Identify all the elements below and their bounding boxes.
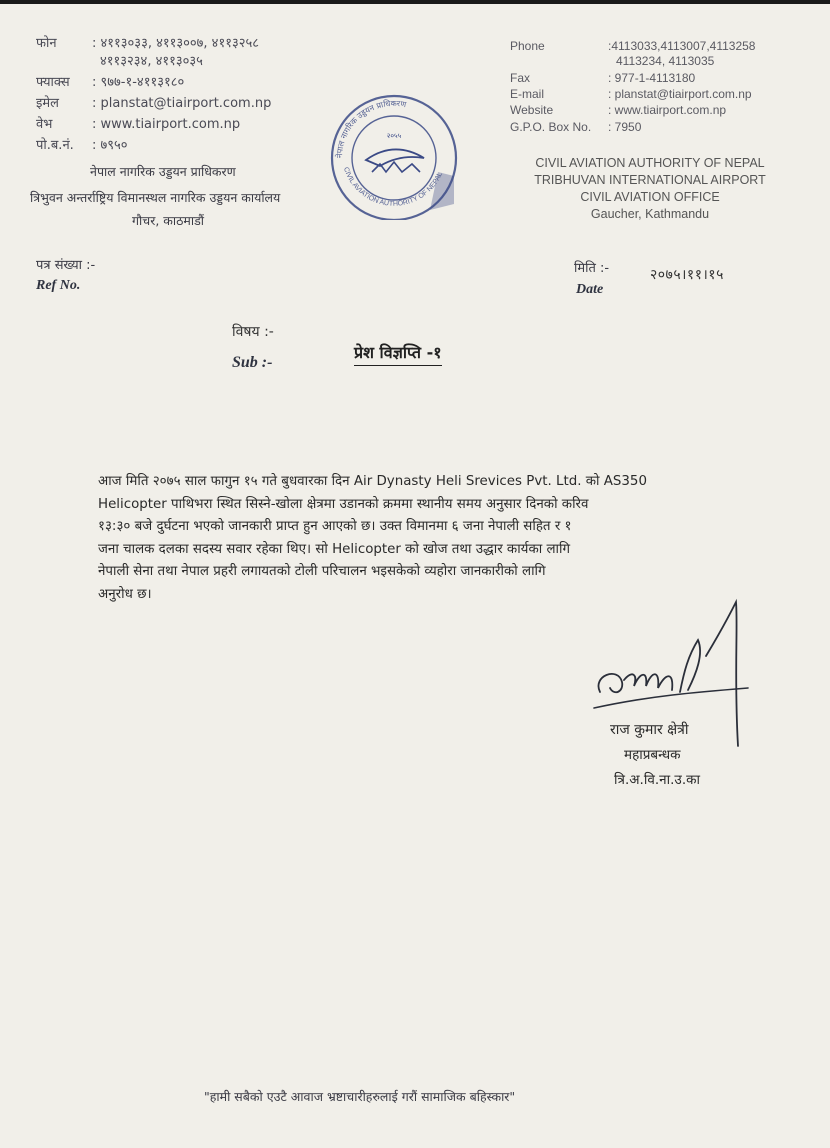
scan-top-edge: [0, 0, 830, 4]
right-website-value: : www.tiairport.com.np: [608, 103, 727, 117]
signatory-office: त्रि.अ.वि.ना.उ.का: [614, 772, 700, 788]
body-paragraph: [98, 471, 720, 607]
left-phone-line2: ४११३२३४, ४११३०३५: [100, 54, 203, 69]
left-web-value: : www.tiairport.com.np: [92, 117, 241, 132]
subject-label-np: विषय :-: [232, 324, 274, 340]
footer-slogan: "हामी सबैको एउटै आवाज भ्रष्टाचारीहरुलाई गरौं सामाजिक बहिस्कार": [204, 1089, 516, 1104]
left-phone-value: : ४११३०३३, ४११३००७, ४११३२५८: [92, 36, 260, 51]
right-gpo-label: G.P.O. Box No.: [510, 120, 592, 134]
right-email-value: : planstat@tiairport.com.np: [608, 87, 752, 101]
right-phone-value2: 4113234, 4113035: [616, 54, 715, 68]
left-fax-line: [36, 73, 184, 92]
left-email-line: [36, 94, 271, 113]
press-release-title: प्रेश विज्ञप्ति -१: [354, 341, 442, 366]
left-email-label: इमेल: [36, 96, 59, 111]
left-org-line1: नेपाल नागरिक उड्डयन प्राधिकरण: [90, 164, 236, 179]
ref-label-np: पत्र संख्या :-: [36, 258, 96, 273]
right-org-line2: TRIBHUVAN INTERNATIONAL AIRPORT: [534, 173, 766, 187]
seal-outer-text-en: CIVIL AVIATION AUTHORITY OF NEPAL: [342, 166, 444, 208]
date-value: २०७५।११।१५: [650, 267, 724, 283]
body-line: आज मिति २०७५ साल फागुन १५ गते बुधवारका दिन Air Dynasty Heli Srevices Pvt. Ltd. को AS350: [98, 474, 647, 489]
handwritten-signature: [588, 596, 760, 768]
right-org-line1: CIVIL AVIATION AUTHORITY OF NEPAL: [535, 156, 765, 170]
body-line: नेपाली सेना तथा नेपाल प्रहरी लगायतको टोली परिचालन भइसकेको व्यहोरा जानकारीको लागि: [98, 564, 546, 580]
right-phone-value1: :4113033,4113007,4113258: [608, 39, 756, 53]
left-web-line: [36, 115, 240, 134]
left-pobox-value: : ७९५०: [92, 138, 128, 153]
left-org-line2: त्रिभुवन अन्तर्राष्ट्रिय विमानस्थल नागरिक उड्डयन कार्यालय: [30, 190, 281, 205]
left-org-line3: गौचर, काठमाडौं: [132, 213, 205, 228]
body-line: अनुरोध छ।: [98, 586, 152, 602]
left-phone-line: [36, 34, 259, 53]
mountain-icon: [372, 162, 420, 172]
seal-side-mark: [430, 172, 454, 210]
right-fax-value: : 977-1-4113180: [608, 71, 696, 85]
left-pobox-label: पो.ब.नं.: [36, 138, 74, 153]
right-email-label: E-mail: [510, 87, 545, 101]
left-phone-label: फोन: [36, 36, 57, 51]
right-phone-label: Phone: [510, 39, 545, 53]
caan-seal-logo: [320, 80, 468, 220]
date-label-np: मिति :-: [574, 261, 610, 276]
left-fax-label: फ्याक्स: [36, 75, 70, 90]
left-email-value: : planstat@tiairport.com.np: [92, 96, 272, 111]
right-fax-label: Fax: [510, 71, 531, 85]
ref-label-en: Ref No.: [36, 278, 81, 293]
seal-outer-text-np: नेपाल नागरिक उड्डयन प्राधिकरण: [334, 98, 407, 159]
left-pobox-line: [36, 136, 128, 155]
right-org-line4: Gaucher, Kathmandu: [590, 207, 710, 221]
right-contact-block: [510, 39, 810, 139]
right-org-block: [500, 155, 800, 223]
left-web-label: वेभ: [36, 117, 53, 132]
signatory-name: राज कुमार क्षेत्री: [610, 722, 689, 738]
right-org-line3: CIVIL AVIATION OFFICE: [580, 190, 720, 204]
body-line: Helicopter पाथिभरा स्थित सिस्ने-खोला क्षेत्रमा उडानको क्रममा स्थानीय समय अनुसार दिनको करिव: [98, 496, 589, 512]
subject-label-en: Sub :-: [232, 354, 273, 371]
body-line: १३:३० बजे दुर्घटना भएको जानकारी प्राप्त हुन आएको छ। उक्त विमानमा ६ जना नेपाली सहित र १: [98, 519, 572, 535]
left-fax-value: : ९७७-१-४११३१८०: [92, 75, 185, 90]
right-website-label: Website: [510, 103, 554, 117]
body-line: जना चालक दलका सदस्य सवार रहेका थिए। सो Helicopter को खोज तथा उद्धार कार्यका लागि: [98, 541, 571, 557]
seal-year: २०५५: [386, 132, 402, 140]
right-gpo-value: : 7950: [608, 120, 642, 134]
date-label-en: Date: [576, 282, 604, 297]
signatory-title: महाप्रबन्धक: [624, 747, 681, 763]
